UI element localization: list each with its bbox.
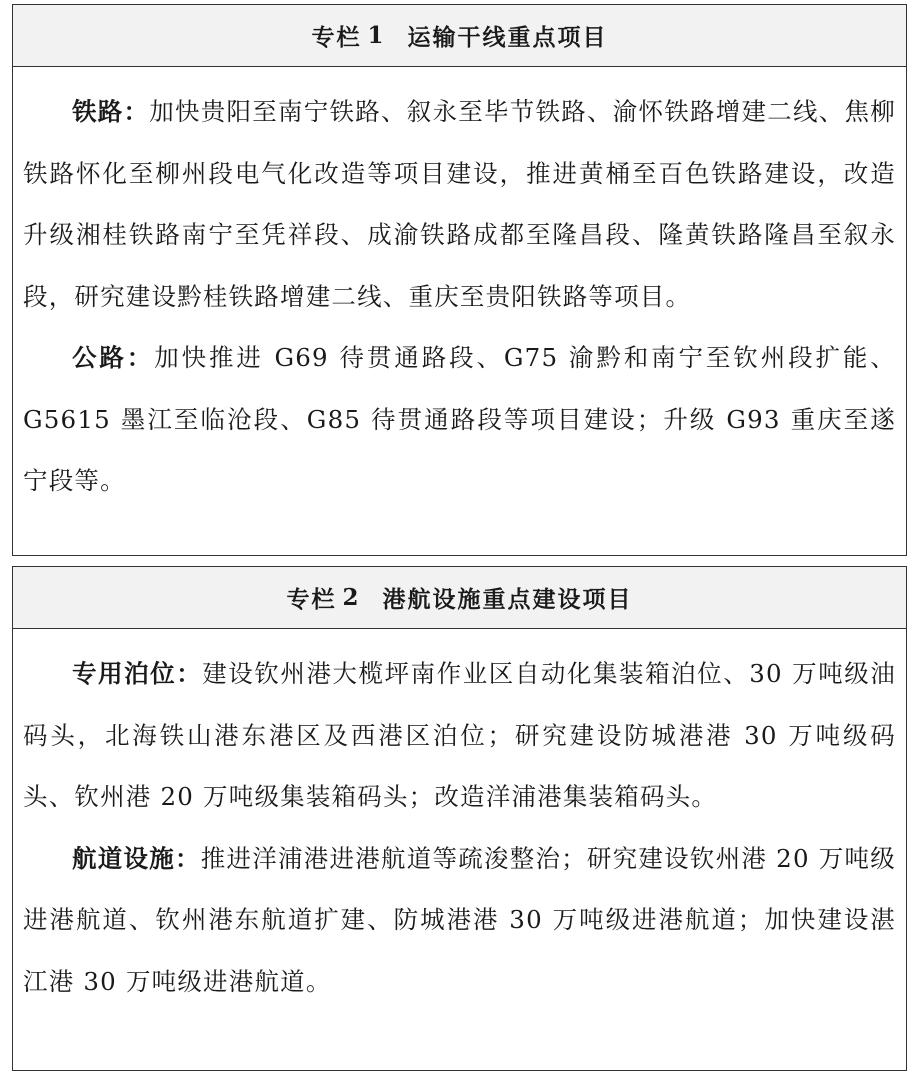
panel-header [13, 567, 906, 629]
paragraph-channels [23, 828, 896, 1013]
paragraph-text: 推进洋浦港进港航道等疏浚整治；研究建设钦州港 20 万吨级进港航道、钦州港东航道扩建、防城港港 30 万吨级进港航道；加快建设湛江港 30 万吨级进港航道。 [23, 843, 896, 996]
panel-body [13, 629, 906, 1012]
paragraph-berths [23, 643, 896, 828]
paragraph-railway [23, 81, 896, 327]
paragraph-highway [23, 327, 896, 512]
panel-label: 专栏 [286, 586, 337, 613]
paragraph-text: 加快推进 G69 待贯通路段、G75 渝黔和南宁至钦州段扩能、G5615 墨江至临沧段、G85 待贯通路段等项目建设；升级 G93 重庆至遂宁段等。 [23, 343, 896, 495]
paragraph-lead: 专用泊位： [72, 659, 203, 688]
paragraph-text: 建设钦州港大榄坪南作业区自动化集装箱泊位、30 万吨级油码头，北海铁山港东港区及西港区泊位；研究建设防城港港 30 万吨级码头、钦州港 20 万吨级集装箱码头；改造洋浦港集装箱码头。 [23, 659, 897, 811]
paragraph-text: 加快贵阳至南宁铁路、叙永至毕节铁路、渝怀铁路增建二线、焦柳铁路怀化至柳州段电气化改造等项目建设，推进黄桶至百色铁路建设，改造升级湘桂铁路南宁至凭祥段、成渝铁路成都至隆昌段、隆黄铁路隆昌至叙永段，研究建设黔桂铁路增建二线、重庆至贵阳铁路等项目。 [23, 97, 897, 311]
panel-title: 港航设施重点建设项目 [382, 586, 633, 613]
panel-number: 1 [367, 22, 386, 49]
paragraph-lead: 铁路： [72, 97, 150, 126]
paragraph-lead: 公路： [72, 343, 155, 372]
panel-transport-trunk-lines [12, 4, 907, 556]
panel-label: 专栏 [311, 24, 362, 51]
paragraph-lead: 航道设施： [72, 843, 201, 873]
panel-number: 2 [342, 584, 361, 611]
panel-body [13, 67, 906, 512]
panel-title: 运输干线重点项目 [407, 24, 608, 51]
panel-port-facilities [12, 566, 907, 1071]
panel-header [13, 5, 906, 67]
